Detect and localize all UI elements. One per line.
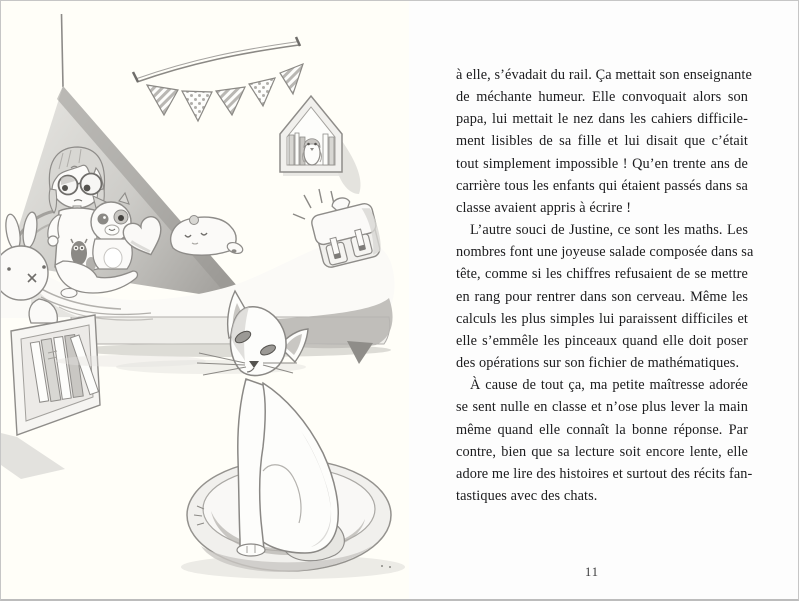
paragraph xyxy=(456,219,754,374)
paragraph xyxy=(456,64,752,219)
text-line: À cause de tout ça, ma petite maîtresse adorée xyxy=(470,377,748,394)
text-line: elle s’emmêle les pinceaux quand elle doit poser xyxy=(456,332,748,349)
text-line: nombres font une joyeuse salade composée dans sa xyxy=(456,244,754,261)
text-line: ment lisibles de sa fille et lui disait que c’était xyxy=(456,133,748,150)
text-line: carrière tous les enfants qui étaient passés dans sa xyxy=(456,177,748,194)
text-line: L’autre souci de Justine, ce sont les maths. Les xyxy=(470,222,748,239)
text-line: en rang pour rentrer dans son cerveau. Même les xyxy=(456,288,748,305)
text-line: papa, lui mettait le nez dans les cahiers difficile- xyxy=(456,111,748,128)
page-number: 11 xyxy=(584,565,600,579)
text-line: à elle, s’évadait du rail. Ça mettait son enseignante xyxy=(456,67,752,83)
text-line: tête, comme si les chiffres refusaient de se mettre xyxy=(456,266,748,283)
cube-bookshelf xyxy=(1,315,100,479)
sleeping-plush xyxy=(171,216,245,256)
story-text xyxy=(456,64,754,507)
house-shelf xyxy=(280,96,360,194)
paragraph xyxy=(456,374,753,507)
text-line: même quand elle connaît la bonne réponse. Par xyxy=(456,421,748,438)
text-line: calculs les plus simples lui paraissent difficiles et xyxy=(456,310,748,327)
text-line: classe avaient appris à écrire ! xyxy=(456,199,632,216)
bedroom-illustration xyxy=(1,1,409,601)
text-line: contre, bien que sa lecture soit encore lente, elle xyxy=(456,443,748,460)
text-line: se sent nulle en classe et n’ose plus lever la main xyxy=(456,399,748,416)
bunting-garland xyxy=(133,37,303,121)
text-line: de méchante humeur. Elle convoquait alors son xyxy=(456,89,748,106)
text-line: tastiques avec des chats. xyxy=(456,487,598,504)
text-line: adore me lire des histoires et surtout des récits fan- xyxy=(456,465,753,482)
text-line: tout simplement impossible ! Qu’en trente ans de xyxy=(456,155,748,172)
text-line: des opérations sur son fichier de mathématiques. xyxy=(456,355,740,372)
left-page xyxy=(1,1,409,601)
